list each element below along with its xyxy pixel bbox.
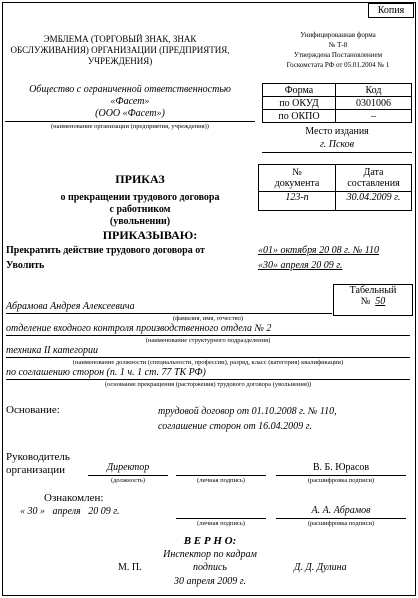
- copy-label: Копия: [368, 3, 414, 18]
- doc-no: 123-п: [259, 192, 336, 211]
- terminate-date: «01» октября 20 08 г. № 110: [258, 245, 380, 256]
- terminate-text: Прекратить действие трудового договора от: [6, 245, 205, 256]
- doc-table: [258, 164, 412, 211]
- department-caption: (наименование структурного подразделения): [145, 337, 271, 344]
- reason-caption: (основание прекращения (расторжения) трудового договора (увольнения)): [104, 381, 312, 388]
- org-underline: [5, 121, 255, 122]
- order-subtitle3: (увольнении): [109, 216, 171, 227]
- acquainted-name-line: [276, 518, 406, 519]
- head-cap-position: (должность): [110, 477, 146, 484]
- form-info-line4: Госкомстата РФ от 05.01.2004 № 1: [286, 61, 390, 69]
- position: техника II категории: [6, 345, 99, 356]
- doc-no-header: [259, 165, 336, 192]
- order-title: ПРИКАЗ: [115, 172, 165, 186]
- codes-col-form: Форма: [263, 84, 336, 97]
- mp: М. П.: [118, 562, 142, 573]
- dismiss-date: «30» апреля 20 09 г.: [258, 260, 343, 271]
- head-cap-decode: (расшифровка подписи): [307, 477, 375, 484]
- codes-table: [262, 83, 412, 123]
- head-label1: Руководитель: [6, 451, 70, 463]
- doc-no-header2: документа: [274, 178, 320, 189]
- okpo-value: –: [336, 110, 412, 123]
- order-subtitle: [30, 192, 250, 228]
- employee-name-caption: (фамилия, имя, отчество): [172, 315, 244, 322]
- org-caption: (наименование организации (предприятия, учреждения)): [51, 123, 209, 130]
- tab-no: 50: [375, 296, 386, 307]
- head-position: Директор: [106, 462, 150, 473]
- okpo-label: по ОКПО: [263, 110, 336, 123]
- form-info-line3: Утверждена Постановлением: [293, 51, 383, 59]
- position-line: [6, 357, 410, 358]
- doc-date-header1: Дата: [363, 167, 384, 178]
- acquainted-cap-sign: (личная подпись): [197, 520, 245, 527]
- employee-name: Абрамова Андрея Алексеевича: [6, 301, 135, 312]
- doc-no-header1: №: [292, 167, 302, 178]
- form-info-line1: Унифицированная форма: [300, 31, 376, 39]
- acquainted-cap-decode: (расшифровка подписи): [307, 520, 375, 527]
- acquainted-label: Ознакомлен:: [44, 492, 104, 504]
- head-cap-sign: (личная подпись): [197, 477, 245, 484]
- form-info-line2: № Т-8: [328, 41, 348, 49]
- dismiss-text: Уволить: [6, 260, 45, 271]
- place-value: г. Псков: [319, 139, 355, 150]
- certified-date: 30 апреля 2009 г.: [174, 576, 246, 587]
- tab-no-label: №: [360, 296, 371, 307]
- order-subtitle2: с работником: [109, 204, 171, 215]
- department: отделение входного контроля производственного отдела № 2: [6, 323, 272, 334]
- form-info: [268, 30, 408, 70]
- org-line3: (ООО «Фасет»): [95, 108, 165, 119]
- reason-line: [6, 379, 410, 380]
- head-sign-line: [176, 475, 266, 476]
- doc-date-header: [336, 165, 412, 192]
- inspector-name: Д. Д. Дулина: [294, 562, 347, 573]
- head-name-line: [276, 475, 406, 476]
- acquainted-name: А. А. Абрамов: [311, 505, 371, 516]
- doc-date: 30.04.2009 г.: [336, 192, 412, 211]
- org-line1: Общество с ограниченной ответственностью: [29, 84, 231, 95]
- tab-number-box: [333, 284, 413, 316]
- okud-value: 0301006: [336, 97, 412, 110]
- position-caption: (наименование должности (специальности, профессии), разряд, класс (категория) квалификации): [72, 359, 344, 366]
- head-position-line: [88, 475, 168, 476]
- basis-label: Основание:: [6, 404, 60, 416]
- codes-col-code: Код: [336, 84, 412, 97]
- tab-label: Табельный: [349, 285, 397, 296]
- emblem-text: ЭМБЛЕМА (ТОРГОВЫЙ ЗНАК, ЗНАК ОБСЛУЖИВАНИЯ) ОРГАНИЗАЦИИ (ПРЕДПРИЯТИЯ, УЧРЕЖДЕНИЯ): [10, 34, 230, 66]
- acquainted-date: « 30 » апреля 20 09 г.: [20, 506, 120, 517]
- verno: В Е Р Н О:: [183, 535, 237, 547]
- department-line: [6, 335, 410, 336]
- directive-heading: ПРИКАЗЫВАЮ:: [102, 228, 198, 242]
- doc-date-header2: составления: [347, 178, 400, 189]
- org-line2: «Фасет»: [110, 96, 150, 107]
- okud-label: по ОКУД: [263, 97, 336, 110]
- head-label2: организации: [6, 464, 66, 476]
- reason: по соглашению сторон (п. 1 ч. 1 ст. 77 ТК РФ): [6, 367, 206, 378]
- acquainted-sign-line: [176, 518, 266, 519]
- basis-line2: соглашение сторон от 16.04.2009 г.: [158, 421, 312, 432]
- head-name: В. Б. Юрасов: [312, 462, 370, 473]
- employee-name-line: [6, 313, 332, 314]
- place-underline: [262, 152, 412, 153]
- org-name: [5, 84, 255, 120]
- sign: подпись: [193, 562, 227, 573]
- order-subtitle1: о прекращении трудового договора: [60, 192, 220, 203]
- place-label: Место издания: [305, 126, 369, 137]
- basis-line1: трудовой договор от 01.10.2008 г. № 110,: [158, 406, 337, 417]
- inspector: Инспектор по кадрам: [163, 549, 257, 560]
